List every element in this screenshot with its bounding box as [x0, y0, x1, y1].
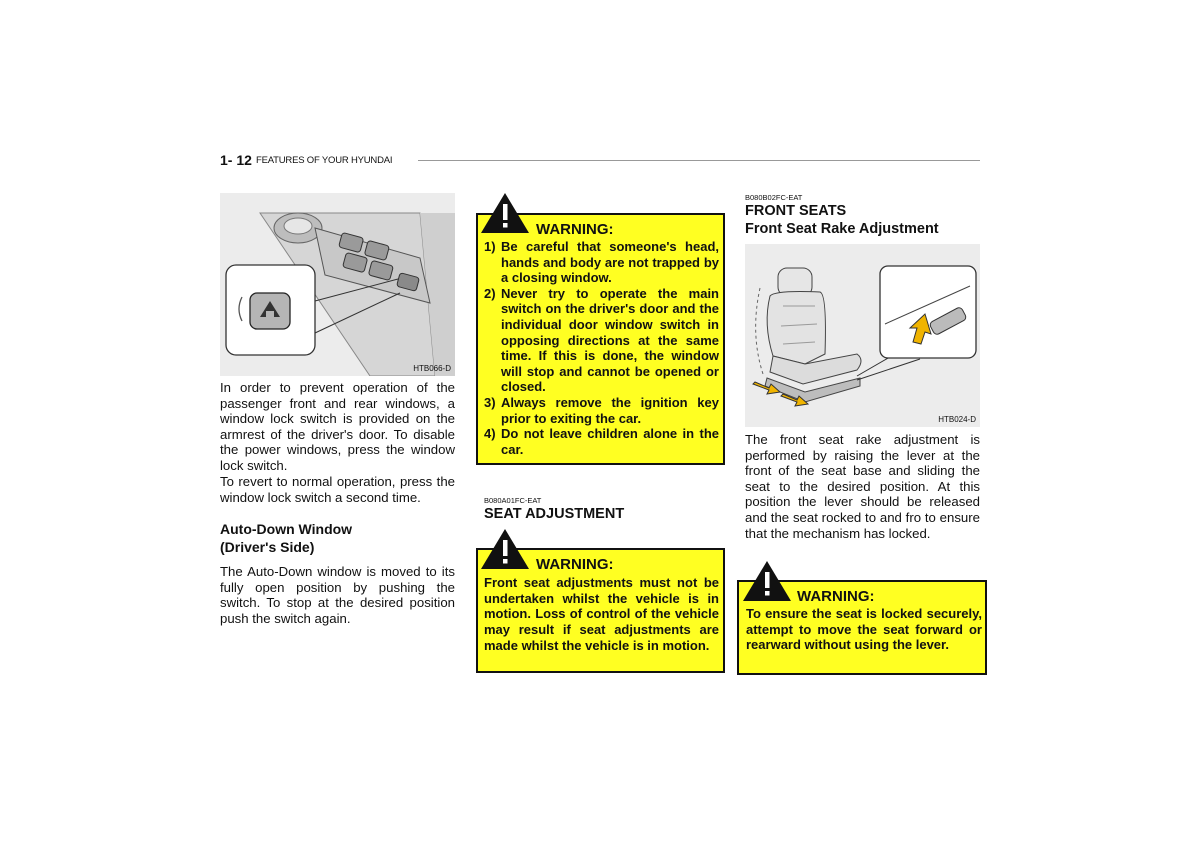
window-warning-box	[476, 213, 725, 465]
seat-adjustment-title: SEAT ADJUSTMENT	[484, 506, 625, 522]
subhead-line2: (Driver's Side)	[220, 538, 315, 555]
figure-code: HTB024-D	[938, 415, 976, 424]
window-lock-paragraph: In order to prevent operation of the passenger front and rear windows, a window lock switch is provided on the armrest of the driver's door. To disable the power windows, press the window lock switch.	[220, 380, 455, 473]
seat-adjustment-code: B080A01FC-EAT	[484, 496, 542, 505]
front-seats-code: B080B02FC-EAT	[745, 193, 803, 202]
warning-text: To ensure the seat is locked securely, attempt to move the seat forward or rearward without using the lever.	[746, 606, 982, 653]
front-seats-title	[745, 202, 985, 238]
warning-triangle-icon	[479, 191, 531, 235]
window-lock-revert-paragraph: To revert to normal operation, press the window lock switch a second time.	[220, 474, 455, 505]
window-switch-figure	[220, 193, 455, 376]
warning-text: Front seat adjustments must not be undertaken whilst the vehicle is in motion. Loss of control of the vehicle may result if seat adjustments are made whilst the vehicle is in motion.	[484, 575, 719, 653]
front-seat-rake-heading: Front Seat Rake Adjustment	[745, 221, 939, 237]
header-section-title: FEATURES OF YOUR HYUNDAI	[256, 155, 393, 166]
front-seats-heading: FRONT SEATS	[745, 203, 847, 219]
header-rule	[418, 160, 980, 161]
seat-figure	[745, 244, 980, 427]
subhead-line1: Auto-Down Window	[220, 521, 353, 537]
list-item: 2) Never try to operate the main switch on the driver's door and the individual door window switch in opposing directions at the same time. If this is done, the window will stop and cannot be opened or closed.	[484, 285, 719, 395]
warning-label: WARNING:	[536, 556, 614, 573]
list-item: 1) Be careful that someone's head, hands and body are not trapped by a closing window.	[484, 239, 719, 286]
auto-down-subhead	[220, 521, 455, 556]
warning-label: WARNING:	[797, 588, 875, 605]
list-item: 3) Always remove the ignition key prior to exiting the car.	[484, 394, 719, 426]
seat-illustration	[745, 244, 980, 427]
auto-down-paragraph: The Auto-Down window is moved to its fully open position by pushing the switch. To stop at the desired position push the switch again.	[220, 564, 455, 626]
figure-code: HTB066-D	[413, 364, 451, 373]
list-item: 4) Do not leave children alone in the car.	[484, 426, 719, 457]
window-warning-list	[484, 239, 719, 457]
window-switch-illustration	[220, 193, 455, 376]
warning-triangle-icon	[479, 527, 531, 571]
warning-label: WARNING:	[536, 221, 614, 238]
warning-triangle-icon	[741, 559, 793, 603]
page-number: 1- 12	[220, 152, 252, 168]
seat-rake-paragraph: The front seat rake adjustment is performed by raising the lever at the front of the seat base and sliding the seat to the desired position. At this position the lever should be released and the seat rocked to and fro to ensure that the mechanism has locked.	[745, 432, 980, 541]
page-header	[220, 152, 980, 170]
